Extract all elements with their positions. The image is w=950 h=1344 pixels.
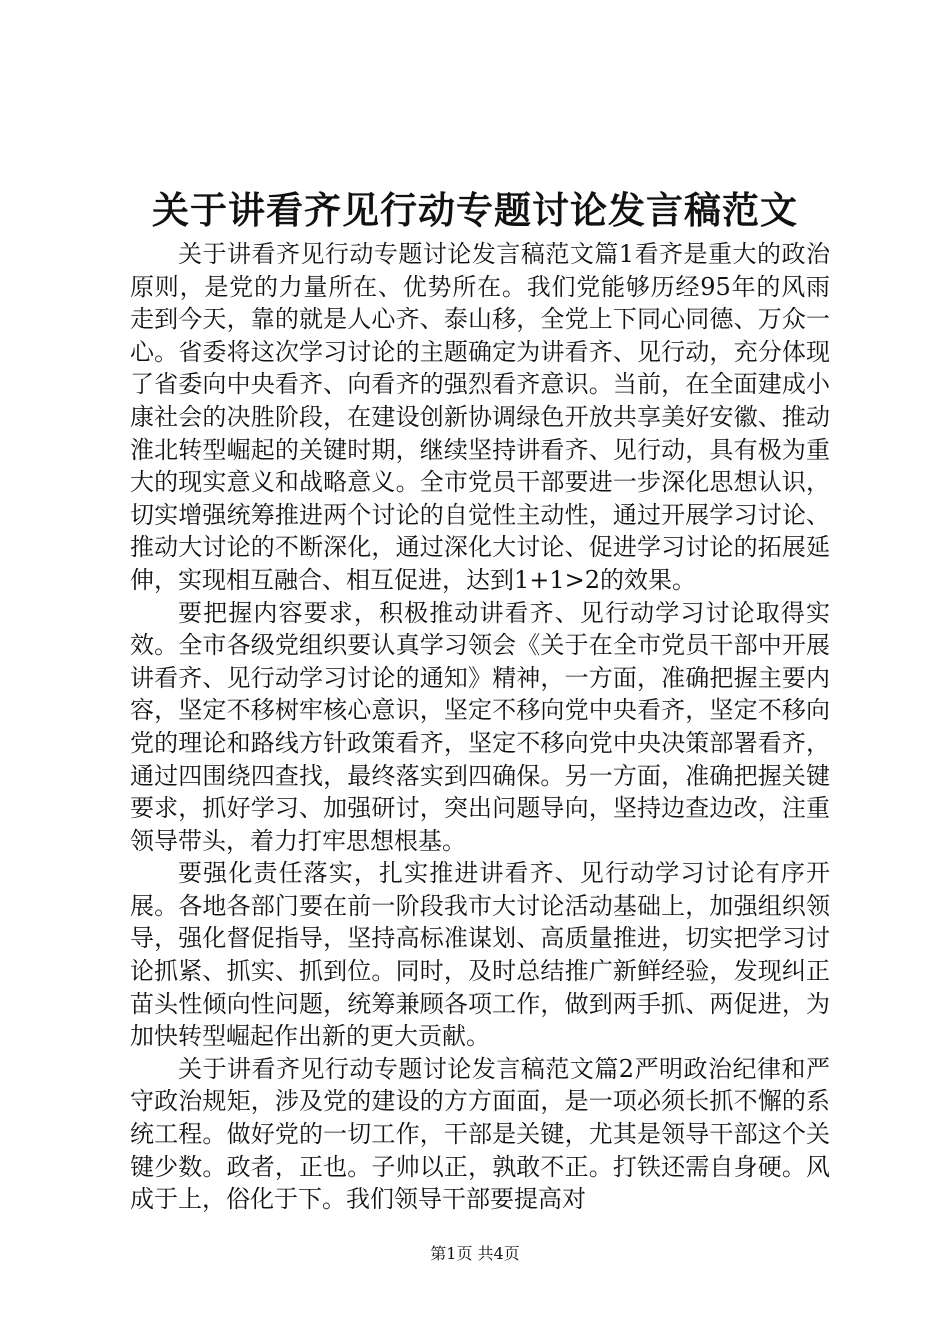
paragraph-1: 关于讲看齐见行动专题讨论发言稿范文篇1看齐是重大的政治原则，是党的力量所在、优势所在。我们党能够历经95年的风雨走到今天，靠的就是人心齐、泰山移，全党上下同心同德、万众一心。省委将这次学习讨论的主题确定为讲看齐、见行动，充分体现了省委向中央看齐、向看齐的强烈看齐意识。当前，在全面建成小康社会的决胜阶段，在建设创新协调绿色开放共享美好安徽、推动淮北转型崛起的关键时期，继续坚持讲看齐、见行动，具有极为重大的现实意义和战略意义。全市党员干部要进一步深化思想认识，切实增强统筹推进两个讨论的自觉性主动性，通过开展学习讨论、推动大讨论的不断深化，通过深化大讨论、促进学习讨论的拓展延伸，实现相互融合、相互促进，达到1+1>2的效果。 (130, 240, 830, 594)
paragraph-4: 关于讲看齐见行动专题讨论发言稿范文篇2严明政治纪律和严守政治规矩，涉及党的建设的方方面面，是一项必须长抓不懈的系统工程。做好党的一切工作，干部是关键，尤其是领导干部这个关键少数。政者，正也。子帅以正，孰敢不正。打铁还需自身硬。风成于上，俗化于下。我们领导干部要提高对 (130, 1054, 830, 1214)
document-title: 关于讲看齐见行动专题讨论发言稿范文 (152, 188, 798, 232)
document-body (130, 238, 830, 1216)
paragraph-2: 要把握内容要求，积极推动讲看齐、见行动学习讨论取得实效。全市各级党组织要认真学习领会《关于在全市党员干部中开展讲看齐、见行动学习讨论的通知》精神，一方面，准确把握主要内容，坚定不移树牢核心意识，坚定不移向党中央看齐，坚定不移向党的理论和路线方针政策看齐，坚定不移向党中央决策部署看齐，通过四围绕四查找，最终落实到四确保。另一方面，准确把握关键要求，抓好学习、加强研讨，突出问题导向，坚持边查边改，注重领导带头，着力打牢思想根基。 (130, 598, 830, 855)
paragraph-3: 要强化责任落实，扎实推进讲看齐、见行动学习讨论有序开展。各地各部门要在前一阶段我市大讨论活动基础上，加强组织领导，强化督促指导，坚持高标准谋划、高质量推进，切实把学习讨论抓紧、抓实、抓到位。同时，及时总结推广新鲜经验，发现纠正苗头性倾向性问题，统筹兼顾各项工作，做到两手抓、两促进，为加快转型崛起作出新的更大贡献。 (130, 859, 830, 1051)
page-number-footer: 第1页 共4页 (430, 1244, 520, 1263)
